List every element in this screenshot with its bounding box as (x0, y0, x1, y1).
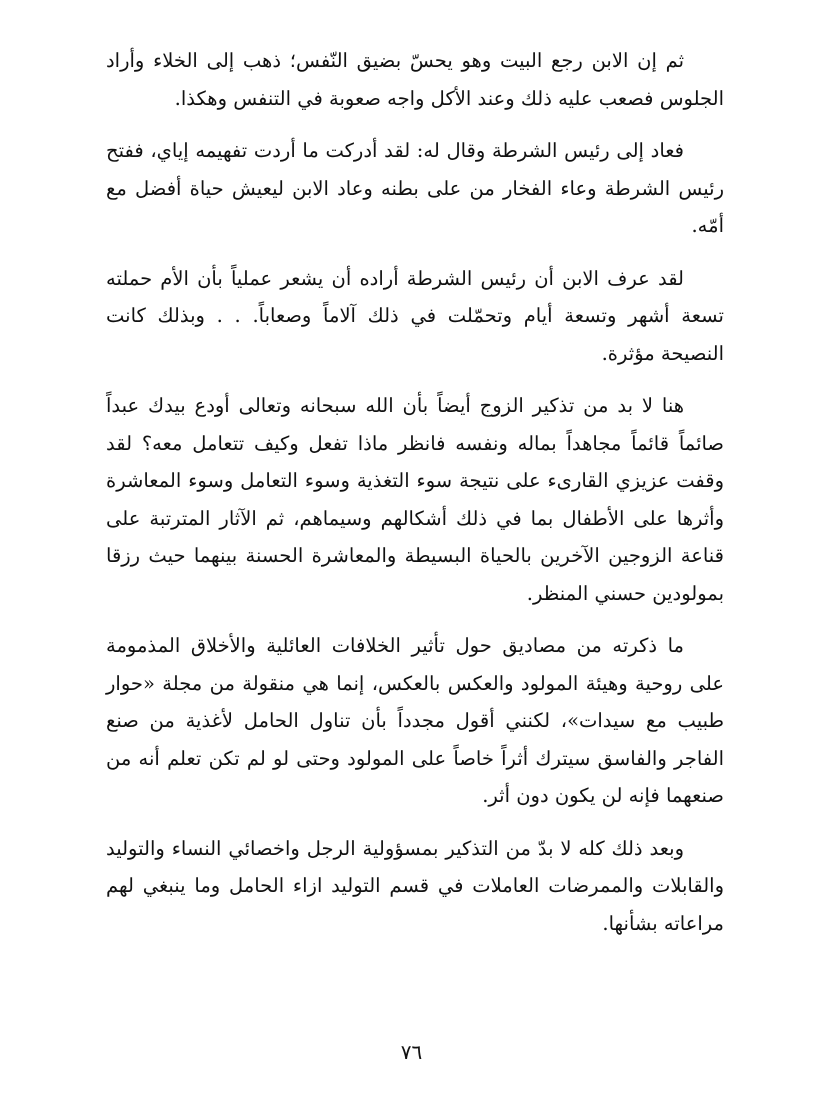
paragraph: ما ذكرته من مصاديق حول تأثير الخلافات العائلية والأخلاق المذمومة على روحية وهيئة المولود والعكس بالعكس، إنما هي منقولة من مجلة «حوار طبيب مع سيدات»، لكنني أقول مجدداً بأن تناول الحامل لأغذية من صنع الفاجر والفاسق سيترك أثراً خاصاً على المولود وحتى لو لم تكن تعلم أنه من صنعهما فإنه لن يكون دون أثر. (106, 634, 724, 807)
paragraph: لقد عرف الابن أن رئيس الشرطة أراده أن يشعر عملياً بأن الأم حملته تسعة أشهر وتسعة أيام وتحمّلت في ذلك آلاماً وصعاباً. . . وبذلك كانت النصيحة مؤثرة. (106, 266, 724, 365)
paragraph: ثم إن الابن رجع البيت وهو يحسّ بضيق النّفس؛ ذهب إلى الخلاء وأراد الجلوس فصعب عليه ذلك وعند الأكل واجه صعوبة في التنفس وهكذا. (106, 49, 724, 110)
page-number: ٧٦ (400, 1040, 423, 1064)
page-body-text (106, 42, 724, 957)
paragraph: هنا لا بد من تذكير الزوج أيضاً بأن الله سبحانه وتعالى أودع بيدك عبداً صائماً قائماً مجاهداً بماله ونفسه فانظر ماذا تفعل وكيف تتعامل معه؟ لقد وقفت عزيزي القارىء على نتيجة سوء التغذية وسوء التعامل وسوء المعاشرة وأثرها على الأطفال بما في ذلك أشكالهم وسيماهم، ثم الآثار المترتبة على قناعة الزوجين الآخرين بالحياة البسيطة والمعاشرة الحسنة بينهما حيث رزقا بمولودين حسني المنظر. (106, 394, 724, 605)
paragraph: وبعد ذلك كله لا بدّ من التذكير بمسؤولية الرجل واخصائي النساء والتوليد والقابلات والممرضات العاملات في قسم التوليد ازاء الحامل وما ينبغي لهم مراعاته بشأنها. (106, 836, 724, 935)
paragraph: فعاد إلى رئيس الشرطة وقال له: لقد أدركت ما أردت تفهيمه إياي، ففتح رئيس الشرطة وعاء الفخار من على بطنه وعاد الابن ليعيش حياة أفضل مع أمّه. (106, 139, 724, 237)
